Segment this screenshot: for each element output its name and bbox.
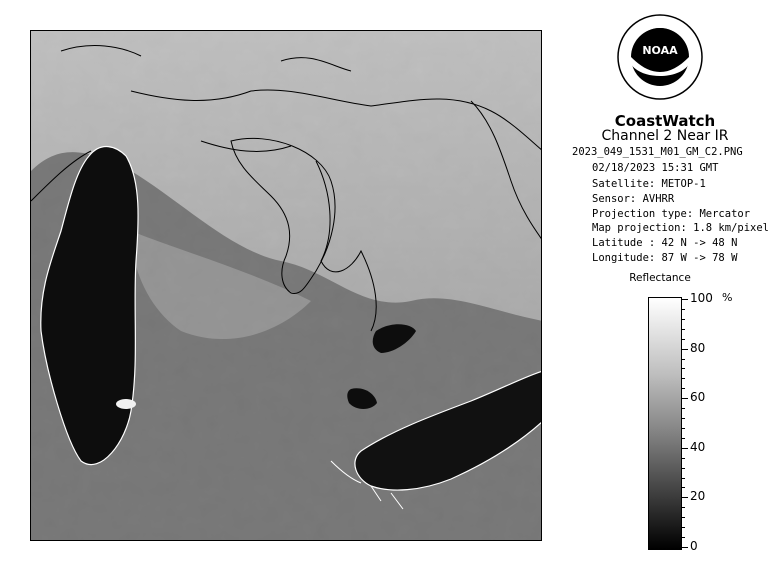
scale-minor-tick: [682, 537, 685, 538]
scale-minor-tick: [682, 468, 685, 469]
scale-minor-tick: [682, 418, 685, 419]
filename-text: 2023_049_1531_M01_GM_C2.PNG: [572, 146, 743, 158]
scale-minor-tick: [682, 458, 685, 459]
scale-minor-tick: [682, 309, 685, 310]
map-graphic: [31, 31, 542, 541]
lake-michigan-cloud-spot: [116, 399, 136, 409]
scale-unit: %: [722, 291, 733, 304]
scale-minor-tick: [682, 388, 685, 389]
scale-tick: [682, 398, 688, 399]
scale-title: Reflectance: [629, 272, 691, 284]
scale-tick-label: 80: [690, 340, 706, 355]
sensor-text: Sensor: AVHRR: [592, 193, 675, 205]
datetime-text: 02/18/2023 15:31 GMT: [592, 162, 719, 174]
scale-tick-label: 100: [690, 291, 713, 305]
scale-tick: [682, 497, 688, 498]
scale-tick: [682, 299, 688, 300]
longitude-text: Longitude: 87 W -> 78 W: [592, 252, 738, 264]
scale-minor-tick: [682, 478, 685, 479]
scale-minor-tick: [682, 339, 685, 340]
scale-tick-label: 40: [690, 439, 706, 454]
scale-minor-tick: [682, 527, 685, 528]
satellite-text: Satellite: METOP-1: [592, 178, 706, 190]
scale-tick: [682, 547, 688, 548]
scale-minor-tick: [682, 408, 685, 409]
scale-tick: [682, 448, 688, 449]
scale-tick: [682, 349, 688, 350]
scale-minor-tick: [682, 438, 685, 439]
scale-minor-tick: [682, 319, 685, 320]
scale-minor-tick: [682, 487, 685, 488]
scale-tick-label: 60: [690, 390, 706, 405]
satellite-map: [30, 30, 542, 541]
projection-text: Projection type: Mercator: [592, 208, 751, 220]
scale-minor-tick: [682, 507, 685, 508]
scale-tick-label: 0: [690, 539, 698, 553]
scale-minor-tick: [682, 378, 685, 379]
brand-title: CoastWatch: [614, 112, 716, 130]
scale-minor-tick: [682, 368, 685, 369]
scale-tick-label: 20: [690, 489, 706, 504]
logo-text: NOAA: [642, 44, 678, 57]
scale-minor-tick: [682, 428, 685, 429]
reflectance-scale-bar: [648, 297, 682, 550]
scale-minor-tick: [682, 359, 685, 360]
map-projection-text: Map projection: 1.8 km/pixel: [592, 222, 770, 234]
noaa-logo: [617, 14, 703, 100]
scale-minor-tick: [682, 329, 685, 330]
scale-minor-tick: [682, 517, 685, 518]
channel-label: Channel 2 Near IR: [601, 128, 729, 144]
latitude-text: Latitude : 42 N -> 48 N: [592, 237, 738, 249]
